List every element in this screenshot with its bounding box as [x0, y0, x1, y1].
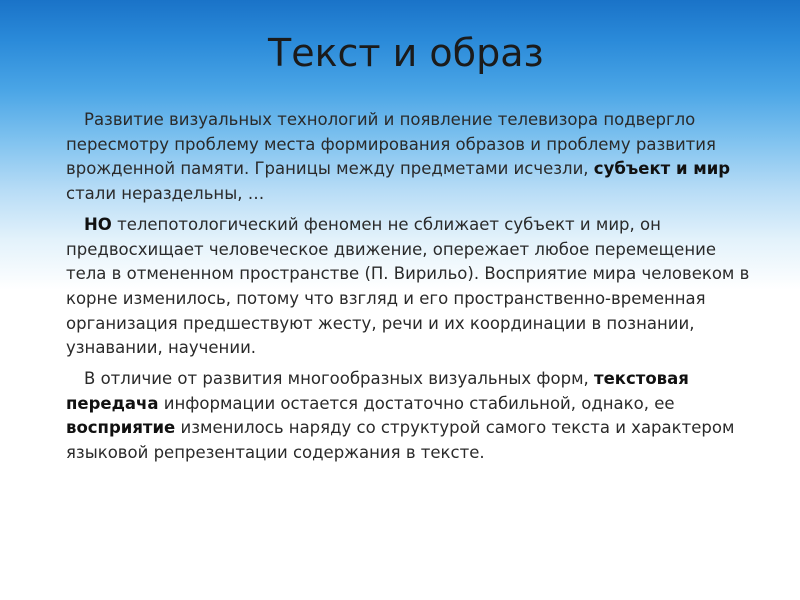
paragraph-3 — [66, 367, 756, 466]
bold-phrase: субъект и мир — [593, 159, 731, 179]
bold-phrase: восприятие — [66, 418, 176, 438]
paragraph-text: информации остается достаточно стабильной, однако, ее — [158, 393, 675, 413]
paragraph-text: телепотологический феномен не сближает субъект и мир, он предвосхищает человеческое движение, опережает любое перемещение тела в отмененном пространстве (П. Вирильо). Восприятие мира человеком в корне изменилось, потому что взгляд и его пространственно-временная организация предшествуют жесту, речи и их координации в познании, узнавании, научении. — [66, 214, 750, 358]
paragraph-text: стали нераздельны, … — [66, 184, 265, 204]
slide-body — [66, 108, 756, 472]
bold-phrase: текстовая передача — [66, 369, 689, 413]
bold-phrase: НО — [84, 214, 112, 234]
slide-title: Текст и образ — [268, 31, 544, 75]
paragraph-2 — [66, 213, 756, 361]
paragraph-1 — [66, 108, 756, 207]
paragraph-text: В отличие от развития многообразных визуальных форм, — [84, 369, 595, 389]
paragraph-text: Развитие визуальных технологий и появление телевизора подвергло пересмотру проблему места формирования образов и проблему развития врожденной памяти. Границы между предметами исчезли, — [66, 110, 716, 179]
paragraph-text: изменилось наряду со структурой самого текста и характером языковой репрезентации содержания в тексте. — [66, 418, 735, 463]
